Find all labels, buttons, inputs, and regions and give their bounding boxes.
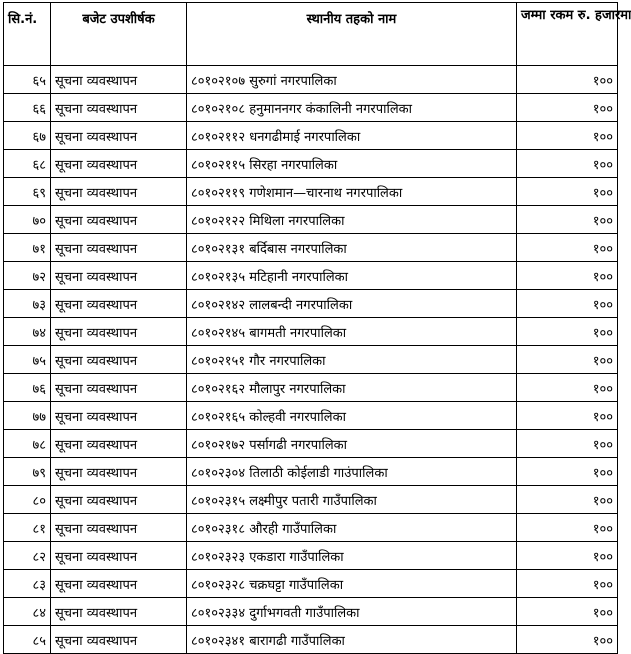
local-body-name-cell: ८०१०२३२३ एकडारा गाउँपालिका — [187, 542, 517, 570]
amount-cell: १०० — [517, 374, 618, 402]
amount-cell: १०० — [517, 122, 618, 150]
table-row — [4, 542, 618, 570]
serial-number-cell: ७८ — [4, 430, 51, 458]
amount-cell: १०० — [517, 346, 618, 374]
serial-number-cell: ७० — [4, 206, 51, 234]
local-body-name-cell: ८०१०२१६५ कोल्हवी नगरपालिका — [187, 402, 517, 430]
local-body-name-cell: ८०१०२११५ सिरहा नगरपालिका — [187, 150, 517, 178]
budget-subheading-cell: सूचना व्यवस्थापन — [51, 178, 187, 206]
budget-subheading-cell: सूचना व्यवस्थापन — [51, 94, 187, 122]
table-row — [4, 178, 618, 206]
table-row — [4, 598, 618, 626]
budget-subheading-cell: सूचना व्यवस्थापन — [51, 150, 187, 178]
serial-number-cell: ६५ — [4, 66, 51, 94]
amount-cell: १०० — [517, 66, 618, 94]
table-row — [4, 458, 618, 486]
budget-subheading-cell: सूचना व्यवस्थापन — [51, 234, 187, 262]
table-row — [4, 94, 618, 122]
amount-cell: १०० — [517, 150, 618, 178]
serial-number-cell: ६६ — [4, 94, 51, 122]
serial-number-cell: ७७ — [4, 402, 51, 430]
local-body-name-cell: ८०१०२१३५ मटिहानी नगरपालिका — [187, 262, 517, 290]
table-row — [4, 234, 618, 262]
header-serial-number: सि.नं. — [4, 3, 51, 66]
amount-cell: १०० — [517, 570, 618, 598]
amount-cell: १०० — [517, 514, 618, 542]
budget-subheading-cell: सूचना व्यवस्थापन — [51, 570, 187, 598]
amount-cell: १०० — [517, 290, 618, 318]
amount-cell: १०० — [517, 234, 618, 262]
serial-number-cell: ७३ — [4, 290, 51, 318]
table-row — [4, 626, 618, 654]
local-body-name-cell: ८०१०२३३४ दुर्गाभगवती गाउँपालिका — [187, 598, 517, 626]
budget-subheading-cell: सूचना व्यवस्थापन — [51, 318, 187, 346]
table-row — [4, 206, 618, 234]
amount-cell: १०० — [517, 430, 618, 458]
table-row — [4, 374, 618, 402]
serial-number-cell: ६९ — [4, 178, 51, 206]
serial-number-cell: ७१ — [4, 234, 51, 262]
serial-number-cell: ८४ — [4, 598, 51, 626]
table-body — [4, 66, 618, 654]
table-row — [4, 570, 618, 598]
local-body-name-cell: ८०१०२१०८ हनुमाननगर कंकालिनी नगरपालिका — [187, 94, 517, 122]
table-row — [4, 430, 618, 458]
serial-number-cell: ६८ — [4, 150, 51, 178]
table-row — [4, 262, 618, 290]
local-body-name-cell: ८०१०२३१८ औरही गाउँपालिका — [187, 514, 517, 542]
budget-subheading-cell: सूचना व्यवस्थापन — [51, 458, 187, 486]
table-row — [4, 514, 618, 542]
amount-cell: १०० — [517, 626, 618, 654]
budget-subheading-cell: सूचना व्यवस्थापन — [51, 346, 187, 374]
serial-number-cell: ८५ — [4, 626, 51, 654]
table-row — [4, 318, 618, 346]
amount-cell: १०० — [517, 318, 618, 346]
local-body-name-cell: ८०१०२११२ धनगढीमाई नगरपालिका — [187, 122, 517, 150]
serial-number-cell: ८२ — [4, 542, 51, 570]
serial-number-cell: ७६ — [4, 374, 51, 402]
table-header-row — [4, 3, 618, 66]
amount-cell: १०० — [517, 178, 618, 206]
amount-cell: १०० — [517, 458, 618, 486]
amount-cell: १०० — [517, 598, 618, 626]
amount-cell: १०० — [517, 486, 618, 514]
table-row — [4, 402, 618, 430]
serial-number-cell: ७५ — [4, 346, 51, 374]
serial-number-cell: ७२ — [4, 262, 51, 290]
amount-cell: १०० — [517, 206, 618, 234]
budget-table — [3, 2, 631, 654]
budget-subheading-cell: सूचना व्यवस्थापन — [51, 262, 187, 290]
budget-subheading-cell: सूचना व्यवस्थापन — [51, 514, 187, 542]
local-body-name-cell: ८०१०२१७२ पर्सागढी नगरपालिका — [187, 430, 517, 458]
budget-subheading-cell: सूचना व्यवस्थापन — [51, 542, 187, 570]
local-body-name-cell: ८०१०२३२८ चक्रघट्टा गाउँपालिका — [187, 570, 517, 598]
amount-cell: १०० — [517, 542, 618, 570]
serial-number-cell: ६७ — [4, 122, 51, 150]
local-body-name-cell: ८०१०२३४१ बारागढी गाउँपालिका — [187, 626, 517, 654]
table-row — [4, 486, 618, 514]
local-body-name-cell: ८०१०२१४५ बागमती नगरपालिका — [187, 318, 517, 346]
budget-subheading-cell: सूचना व्यवस्थापन — [51, 66, 187, 94]
local-body-name-cell: ८०१०२३०४ तिलाठी कोईलाडी गाउंपालिका — [187, 458, 517, 486]
budget-subheading-cell: सूचना व्यवस्थापन — [51, 626, 187, 654]
local-body-name-cell: ८०१०२१२२ मिथिला नगरपालिका — [187, 206, 517, 234]
amount-cell: १०० — [517, 94, 618, 122]
serial-number-cell: ८० — [4, 486, 51, 514]
budget-subheading-cell: सूचना व्यवस्थापन — [51, 598, 187, 626]
serial-number-cell: ८३ — [4, 570, 51, 598]
header-total-amount: जम्मा रकम रु. हजारमा — [517, 3, 618, 66]
local-body-name-cell: ८०१०२१३१ बर्दिबास नगरपालिका — [187, 234, 517, 262]
serial-number-cell: ८१ — [4, 514, 51, 542]
table-row — [4, 290, 618, 318]
budget-subheading-cell: सूचना व्यवस्थापन — [51, 290, 187, 318]
local-body-name-cell: ८०१०२३१५ लक्ष्मीपुर पतारी गाउँपालिका — [187, 486, 517, 514]
budget-subheading-cell: सूचना व्यवस्थापन — [51, 430, 187, 458]
budget-subheading-cell: सूचना व्यवस्थापन — [51, 486, 187, 514]
serial-number-cell: ७४ — [4, 318, 51, 346]
serial-number-cell: ७९ — [4, 458, 51, 486]
table-row — [4, 346, 618, 374]
table-row — [4, 66, 618, 94]
table-row — [4, 150, 618, 178]
header-local-body-name: स्थानीय तहको नाम — [187, 3, 517, 66]
budget-subheading-cell: सूचना व्यवस्थापन — [51, 374, 187, 402]
local-body-name-cell: ८०१०२११९ गणेशमान—चारनाथ नगरपालिका — [187, 178, 517, 206]
local-body-name-cell: ८०१०२१६२ मौलापुर नगरपालिका — [187, 374, 517, 402]
local-body-name-cell: ८०१०२१०७ सुरुगां नगरपालिका — [187, 66, 517, 94]
budget-subheading-cell: सूचना व्यवस्थापन — [51, 402, 187, 430]
local-body-name-cell: ८०१०२१४२ लालबन्दी नगरपालिका — [187, 290, 517, 318]
amount-cell: १०० — [517, 402, 618, 430]
budget-subheading-cell: सूचना व्यवस्थापन — [51, 206, 187, 234]
amount-cell: १०० — [517, 262, 618, 290]
local-body-name-cell: ८०१०२१५१ गौर नगरपालिका — [187, 346, 517, 374]
budget-subheading-cell: सूचना व्यवस्थापन — [51, 122, 187, 150]
table-row — [4, 122, 618, 150]
header-budget-subheading: बजेट उपशीर्षक — [51, 3, 187, 66]
